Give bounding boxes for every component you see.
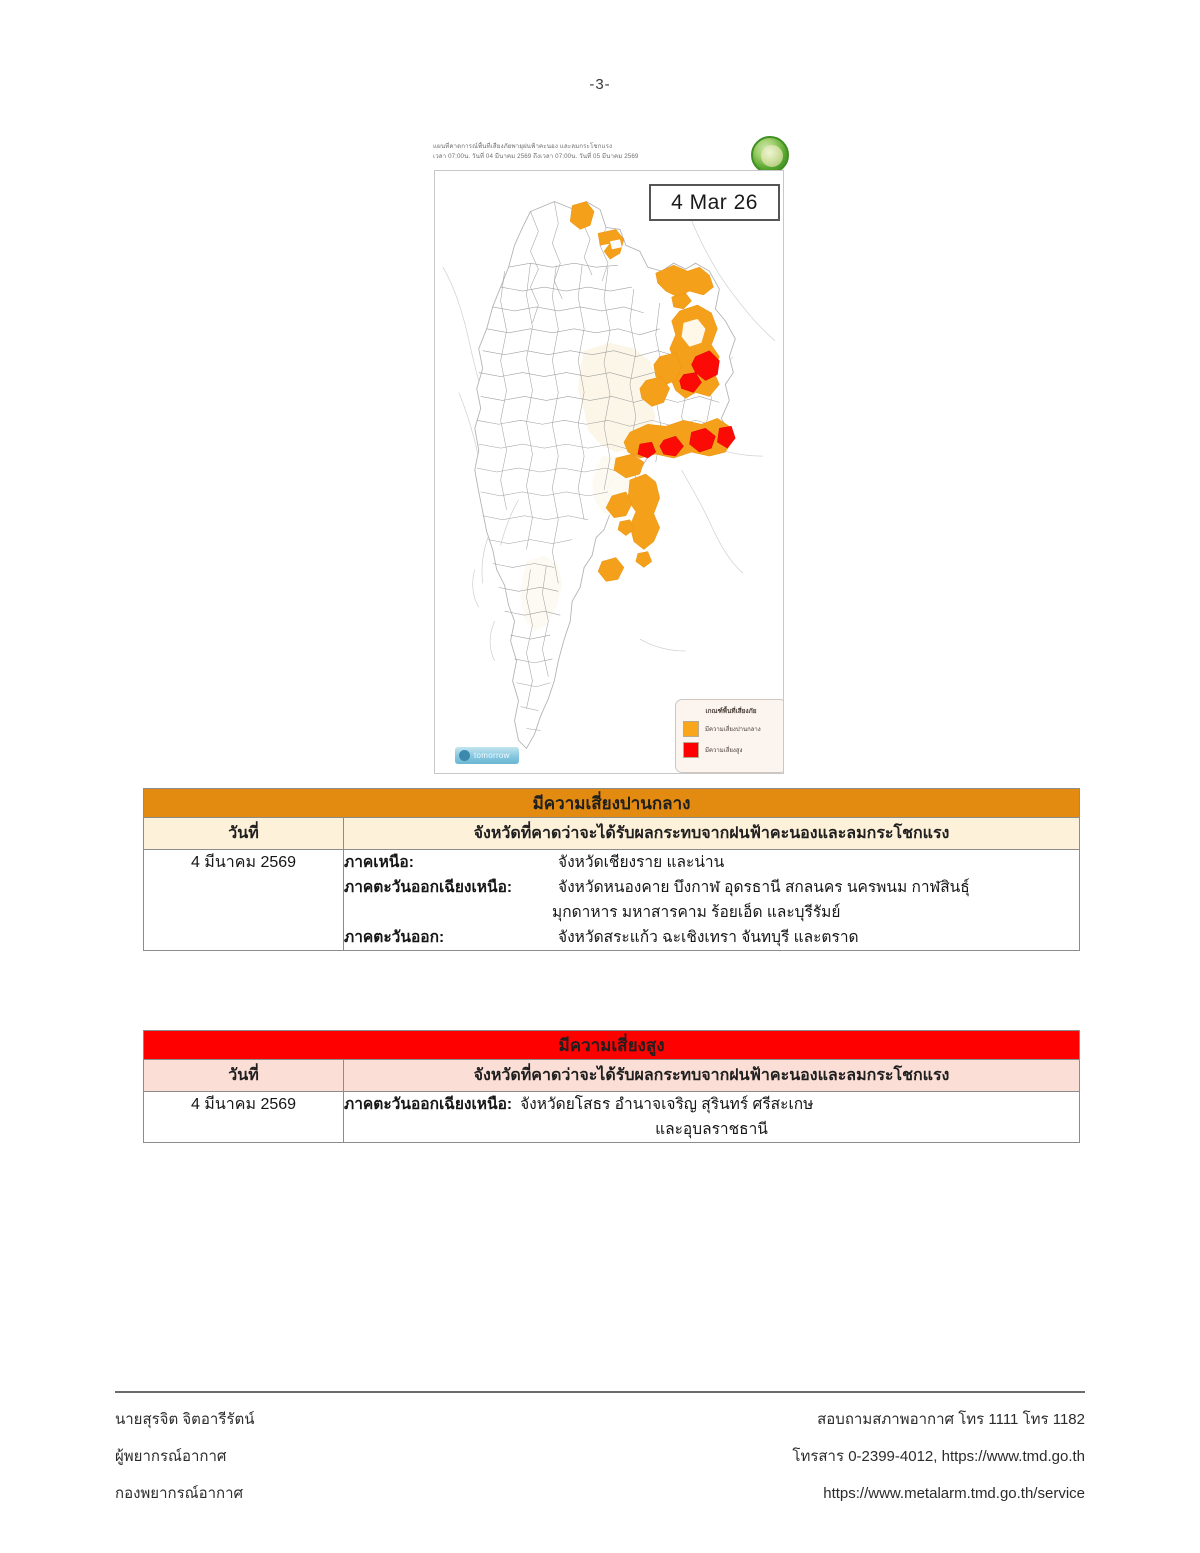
legend-label-high: มีความเสี่ยงสูง (705, 748, 743, 754)
footer-divider (115, 1391, 1085, 1393)
map-caption-line-2: เวลา 07:00น. วันที่ 04 มีนาคม 2569 ถึงเวลา 07:00น. วันที่ 05 มีนาคม 2569 (433, 152, 639, 160)
prov-region-label: ภาคตะวันออกเฉียงเหนือ: (344, 879, 513, 897)
page-footer (115, 1402, 1085, 1512)
legend-item-medium (683, 721, 779, 737)
map-date-badge: 4 Mar 26 (649, 184, 780, 221)
globe-inner-icon (761, 145, 783, 167)
legend-swatch-high-icon (683, 742, 699, 758)
medium-risk-table (143, 788, 1080, 951)
prov-region-label: ภาคเหนือ: (344, 854, 414, 871)
service-website[interactable]: https://www.metalarm.tmd.go.th/service (823, 1484, 1085, 1502)
map-frame (434, 170, 784, 774)
prov-region-label: ภาคตะวันออก: (344, 929, 445, 947)
globe-icon (751, 136, 789, 174)
forecaster-division: กองพยากรณ์อากาศ (115, 1484, 244, 1502)
medium-row-date: 4 มีนาคม 2569 (144, 850, 344, 951)
legend-item-high (683, 742, 779, 758)
prov-names: จังหวัดยโสธร อำนาจเจริญ สุรินทร์ ศรีสะเกษ (520, 1096, 814, 1113)
table-row (144, 850, 1080, 951)
map-caption (433, 142, 763, 161)
high-header-provinces: จังหวัดที่คาดว่าจะได้รับผลกระทบจากฝนฟ้าคะนองและลมกระโชกแรง (344, 1060, 1080, 1092)
medium-header-date: วันที่ (144, 818, 344, 850)
high-risk-header-row (144, 1060, 1080, 1092)
tomorrow-watermark-label: tomorrow (474, 751, 510, 760)
page-number: -3- (589, 76, 611, 93)
high-risk-title: มีความเสี่ยงสูง (144, 1031, 1080, 1060)
forecaster-title: ผู้พยากรณ์อากาศ (115, 1447, 227, 1465)
prov-line-northeast-continued (344, 900, 1079, 925)
high-header-date: วันที่ (144, 1060, 344, 1092)
medium-risk-header-row (144, 818, 1080, 850)
high-risk-band (144, 1031, 1080, 1060)
prov-line-northeast-continued (344, 1117, 1079, 1142)
footer-left (115, 1402, 254, 1512)
legend-label-medium: มีความเสี่ยงปานกลาง (705, 727, 761, 733)
footer-right (792, 1402, 1085, 1512)
high-row-date: 4 มีนาคม 2569 (144, 1092, 344, 1143)
forecaster-name: นายสุรจิต จิตอารีรัตน์ (115, 1411, 255, 1428)
prov-line-north (344, 850, 1079, 875)
prov-names: จังหวัดหนองคาย บึงกาฬ อุดรธานี สกลนคร นครพนม กาฬสินธุ์ (558, 879, 970, 897)
prov-region-label: ภาคตะวันออกเฉียงเหนือ: (344, 1096, 513, 1113)
table-row (144, 1092, 1080, 1143)
prov-line-northeast (344, 1092, 1079, 1117)
tomorrow-logo-icon (459, 750, 470, 761)
contact-phone: สอบถามสภาพอากาศ โทร 1111 โทร 1182 (817, 1411, 1085, 1428)
medium-risk-title: มีความเสี่ยงปานกลาง (144, 789, 1080, 818)
high-risk-table (143, 1030, 1080, 1143)
prov-names: จังหวัดสระแก้ว ฉะเชิงเทรา จันทบุรี และตราด (558, 929, 859, 947)
prov-line-east (344, 925, 1079, 950)
high-row-provinces (344, 1092, 1080, 1143)
map-caption-line-1: แผนที่คาดการณ์พื้นที่เสี่ยงภัยพายุฝนฟ้าคะนอง และลมกระโชกแรง (433, 143, 613, 150)
medium-risk-band (144, 789, 1080, 818)
prov-line-northeast (344, 875, 1079, 900)
thailand-risk-map (435, 171, 783, 773)
contact-fax-website[interactable]: โทรสาร 0-2399-4012, https://www.tmd.go.th (792, 1447, 1085, 1465)
map-legend (675, 699, 784, 773)
prov-names: มุกดาหาร มหาสารคาม ร้อยเอ็ด และบุรีรัมย์ (552, 904, 841, 922)
medium-row-provinces (344, 850, 1080, 951)
prov-names: จังหวัดเชียงราย และน่าน (558, 854, 725, 871)
legend-title: เกณฑ์พื้นที่เสี่ยงภัย (705, 708, 757, 715)
medium-header-provinces: จังหวัดที่คาดว่าจะได้รับผลกระทบจากฝนฟ้าคะนองและลมกระโชกแรง (344, 818, 1080, 850)
risk-map-figure (425, 142, 793, 776)
prov-names: และอุบลราชธานี (655, 1121, 768, 1139)
legend-swatch-medium-icon (683, 721, 699, 737)
tomorrow-watermark (455, 747, 519, 764)
